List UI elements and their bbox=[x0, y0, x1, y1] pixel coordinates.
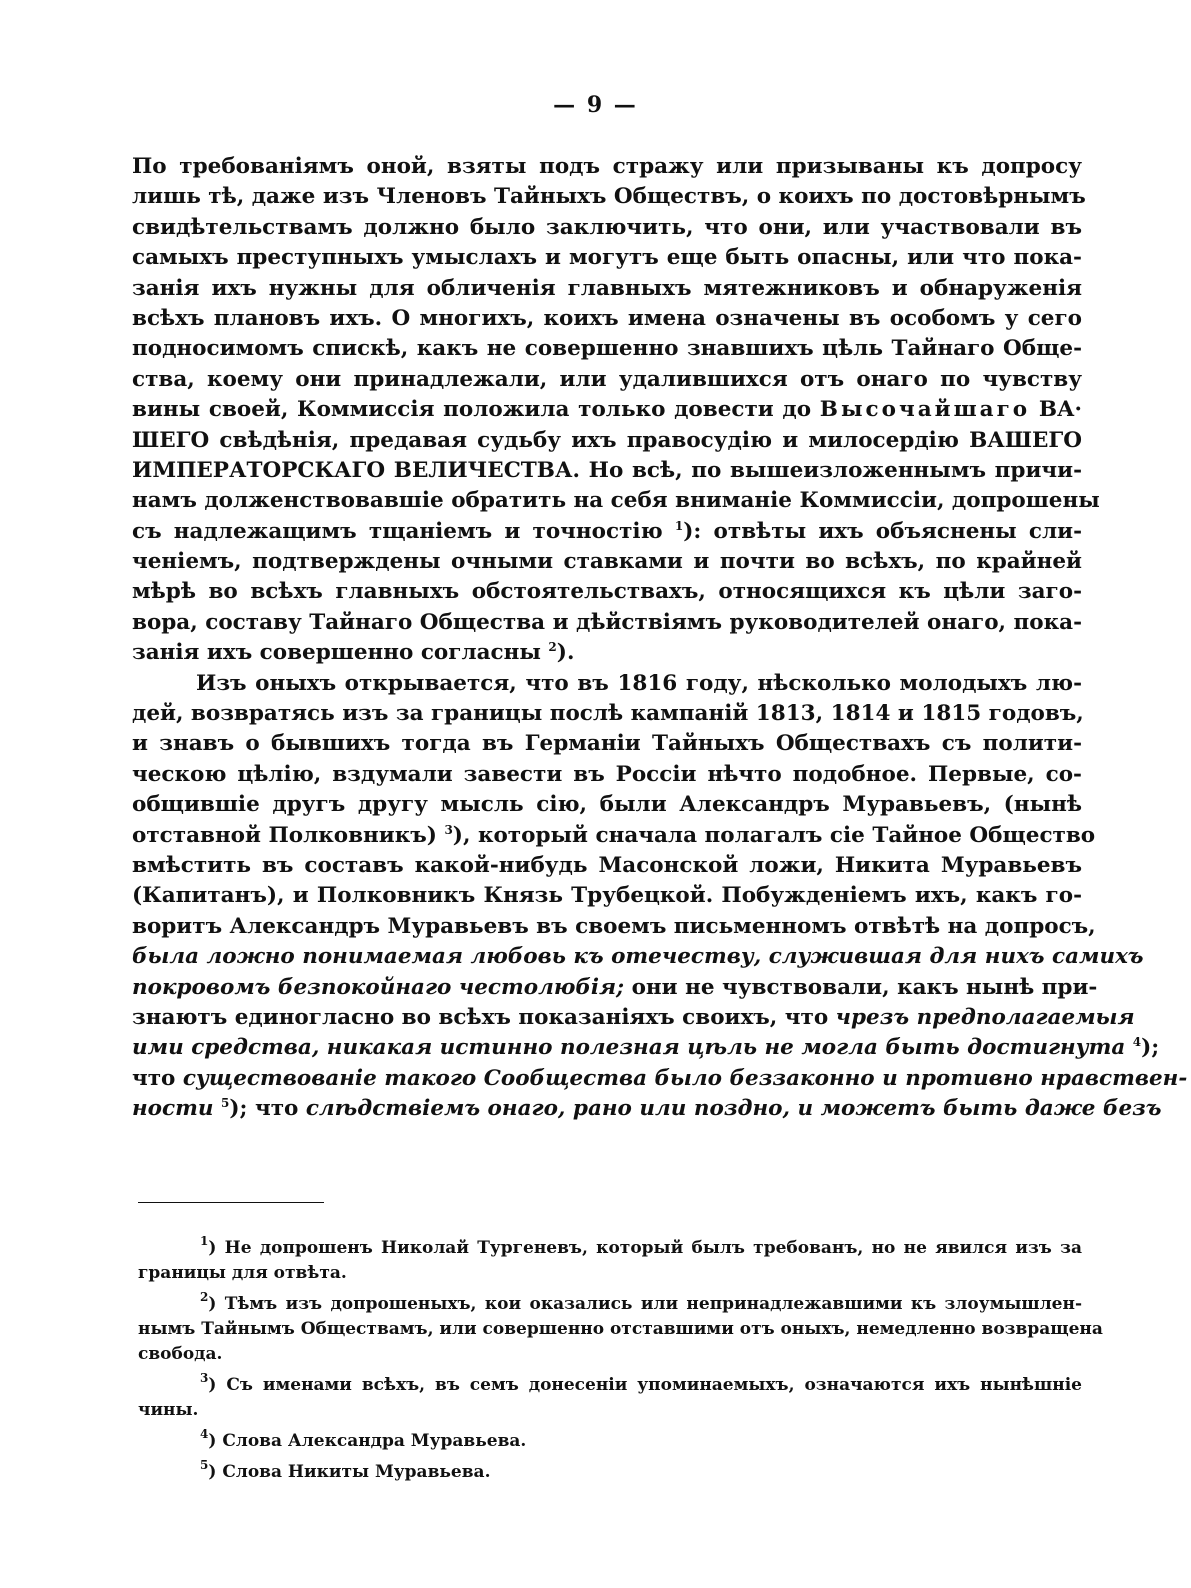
text-line: свидѣтельствамъ должно было заключить, что они, или участвовали въ bbox=[132, 214, 1082, 240]
footnote-ref: 5 bbox=[221, 1096, 230, 1111]
italic-quote: слѣдствіемъ онаго, рано или поздно, и можетъ быть даже безъ bbox=[298, 1096, 1162, 1122]
footnote-divider bbox=[138, 1202, 324, 1203]
footnote-ref: 3 bbox=[444, 822, 453, 837]
text-line: ческою цѣлію, вздумали завести въ Россіи нѣчто подобное. Первые, со- bbox=[132, 761, 1082, 787]
text-line: покровомъ безпокойнаго честолюбія; они не чувствовали, какъ нынѣ при- bbox=[132, 974, 1098, 1000]
italic-quote: была ложно понимаемая любовь къ отечеству, служившая для нихъ самихъ bbox=[132, 944, 1144, 970]
footnote-ref: 1 bbox=[674, 518, 684, 533]
paragraph-start: Изъ оныхъ открывается, что въ 1816 году, нѣсколько молодыхъ лю- bbox=[196, 670, 1082, 696]
text-line: дей, возвратясь изъ за границы послѣ кампаній 1813, 1814 и 1815 годовъ, bbox=[132, 701, 1084, 727]
footnotes bbox=[138, 1234, 1103, 1491]
text-line: намъ долженствовавшіе обратить на себя вниманіе Коммиссіи, допрошены bbox=[132, 488, 1100, 514]
text-line bbox=[132, 942, 1144, 972]
text-line: общившіе другъ другу мысль сію, были Александръ Муравьевъ, (нынѣ bbox=[132, 792, 1082, 818]
footnote-2 bbox=[138, 1290, 1103, 1367]
text-line: воритъ Александръ Муравьевъ въ своемъ письменномъ отвѣтѣ на допросъ, bbox=[132, 913, 1096, 939]
text-line: лишь тѣ, даже изъ Членовъ Тайныхъ Обществъ, о коихъ по достовѣрнымъ bbox=[132, 184, 1086, 210]
text-line: отставной Полковникъ) $^3$), который сначала полагалъ сіе Тайное Общество bbox=[132, 822, 1096, 848]
footnote-ref: 2 bbox=[548, 640, 557, 655]
text-line: По требованіямъ оной, взяты подъ стражу или призываны къ допросу bbox=[132, 154, 1082, 179]
text-line: ШЕГО свѣдѣнія, предавая судьбу ихъ правосудію и милосердію ВАШЕГО bbox=[132, 427, 1082, 453]
text-line: вора, составу Тайнаго Общества и дѣйствіямъ руководителей онаго, пока- bbox=[132, 609, 1082, 635]
text-line: занія ихъ нужны для обличенія главныхъ мятежниковъ и обнаруженія bbox=[132, 275, 1082, 301]
text-line: ими средства, никакая истинно полезная цѣль не могла быть достигнута $^4$); bbox=[132, 1035, 1160, 1061]
text-line: ства, коему они принадлежали, или удалившихся отъ онаго по чувству bbox=[132, 366, 1082, 392]
text-line: что существованіе такого Сообщества было беззаконно и противно нравствен- bbox=[132, 1065, 1188, 1091]
footnote-mark: 5 bbox=[200, 1458, 209, 1472]
page-number: — 9 — bbox=[553, 92, 638, 118]
text-line: самыхъ преступныхъ умыслахъ и могутъ еще быть опасны, или что пока- bbox=[132, 245, 1082, 271]
footnote-mark: 3 bbox=[200, 1371, 209, 1385]
italic-quote: чрезъ предполагаемыя bbox=[828, 1004, 1135, 1030]
text-line: вины своей, Коммиссія положила только довести до Высочайшаго ВА· bbox=[132, 397, 1082, 423]
italic-quote: существованіе такого Сообщества было беззаконно и противно нравствен- bbox=[175, 1065, 1188, 1091]
text-line: вмѣстить въ составъ какой-нибудь Масонской ложи, Никита Муравьевъ bbox=[132, 852, 1082, 878]
footnote-line: чины. bbox=[138, 1400, 199, 1420]
text-line: всѣхъ плановъ ихъ. О многихъ, коихъ имена означены въ особомъ у сего bbox=[132, 305, 1082, 331]
italic-quote: ности bbox=[132, 1096, 214, 1122]
body-text bbox=[132, 152, 1188, 1125]
footnote-line: $^3$) Съ именами всѣхъ, въ семъ донесеніи упоминаемыхъ, означаются ихъ нынѣшніе bbox=[200, 1371, 1082, 1395]
text-line: (Капитанъ), и Полковникъ Князь Трубецкой. Побужденіемъ ихъ, какъ го- bbox=[132, 883, 1082, 909]
footnote-ref: 4 bbox=[1132, 1035, 1142, 1050]
footnote-mark: 2 bbox=[200, 1290, 209, 1304]
footnote-line: границы для отвѣта. bbox=[138, 1263, 347, 1283]
text-line: мѣрѣ во всѣхъ главныхъ обстоятельствахъ, относящихся къ цѣли заго- bbox=[132, 579, 1082, 605]
text-line: ченіемъ, подтверждены очными ставками и почти во всѣхъ, по крайней bbox=[132, 549, 1082, 575]
footnote-line: $^2$) Тѣмъ изъ допрошеныхъ, кои оказались или непринадлежавшими къ злоумышлен- bbox=[200, 1290, 1082, 1314]
footnote-line: свобода. bbox=[138, 1344, 223, 1364]
italic-quote: ими средства, никакая истинно полезная цѣль не могла быть достигнута bbox=[132, 1035, 1126, 1061]
text-line: и знавъ о бывшихъ тогда въ Германіи Тайныхъ Обществахъ съ полити- bbox=[132, 731, 1082, 757]
footnote-line: нымъ Тайнымъ Обществамъ, или совершенно отставшими отъ оныхъ, немедленно возвращена bbox=[138, 1319, 1103, 1339]
footnote-mark: 4 bbox=[200, 1427, 209, 1441]
footnote-mark: 1 bbox=[200, 1234, 209, 1248]
text-line: съ надлежащимъ тщаніемъ и точностію $^1$): отвѣты ихъ объяснены сли- bbox=[132, 518, 1082, 544]
footnote-5 bbox=[138, 1460, 1082, 1485]
footnote-line: $^1$) Не допрошенъ Николай Тургеневъ, который былъ требованъ, но не явился изъ за bbox=[200, 1234, 1082, 1258]
text-line: занія ихъ совершенно согласны $^2$). bbox=[132, 640, 575, 666]
text-line: ИМПЕРАТОРСКАГО ВЕЛИЧЕСТВА. Но всѣ, по вышеизложеннымъ причи- bbox=[132, 457, 1082, 483]
footnote-line: $^4$) Слова Александра Муравьева. bbox=[200, 1427, 527, 1451]
footnote-3 bbox=[138, 1373, 1082, 1423]
text-line: знаютъ единогласно во всѣхъ показаніяхъ своихъ, что чрезъ предполагаемыя bbox=[132, 1004, 1135, 1030]
text-line: ности $^5$); что слѣдствіемъ онаго, рано или поздно, и можетъ быть даже безъ bbox=[132, 1096, 1162, 1122]
footnote-line: $^5$) Слова Никиты Муравьева. bbox=[200, 1458, 491, 1482]
footnote-1 bbox=[138, 1236, 1082, 1286]
text-line: подносимомъ спискѣ, какъ не совершенно знавшихъ цѣль Тайнаго Обще- bbox=[132, 336, 1082, 362]
italic-quote: покровомъ безпокойнаго честолюбія; bbox=[132, 974, 625, 1000]
spaced-title: Высочайшаго bbox=[819, 397, 1031, 423]
footnote-4 bbox=[138, 1429, 1082, 1454]
